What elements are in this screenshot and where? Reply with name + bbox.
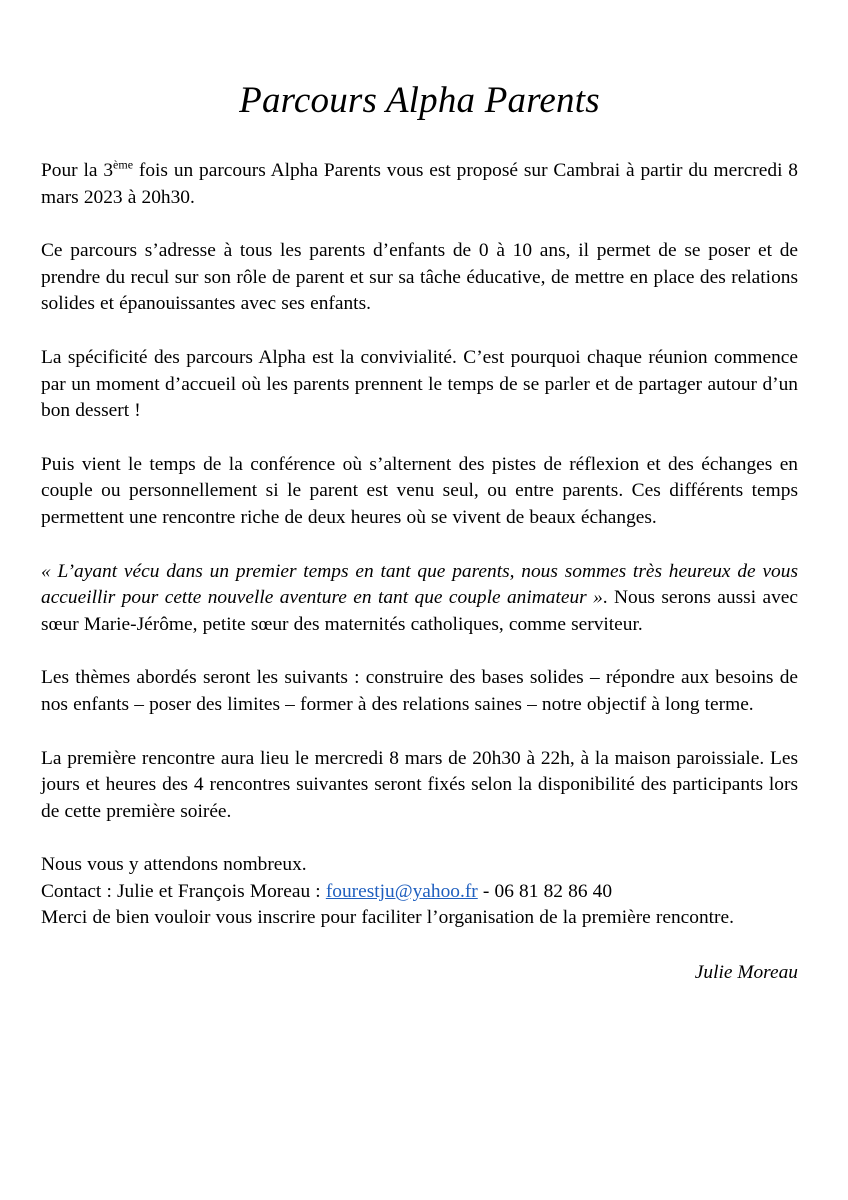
ordinal-superscript: ème bbox=[113, 157, 134, 172]
intro-text-start: Pour la 3 bbox=[41, 160, 114, 181]
themes-paragraph: Les thèmes abordés seront les suivants : construire des bases solides – répondre aux besoins de nos enfants – poser des limites – former à des relations saines – notre objectif à long terme. bbox=[41, 667, 798, 715]
signature: Julie Moreau bbox=[694, 962, 798, 984]
closing-paragraph bbox=[41, 852, 798, 932]
contact-line bbox=[41, 879, 798, 906]
testimony-rest: . Nous serons aussi avec sœur Marie-Jérôme, petite sœur des maternités catholiques, comme serviteur. bbox=[41, 587, 798, 635]
testimony-paragraph bbox=[41, 559, 798, 639]
contact-email-link[interactable]: fourestju@yahoo.fr bbox=[325, 880, 478, 902]
registration-request: Merci de bien vouloir vous inscrire pour faciliter l’organisation de la première rencontre. bbox=[41, 907, 734, 929]
intro-paragraph bbox=[41, 158, 798, 211]
closing-invitation: Nous vous y attendons nombreux. bbox=[41, 854, 307, 876]
testimony-quote: « L’ayant vécu dans un premier temps en tant que parents, nous sommes très heureux de vous accueillir pour cette nouvelle aventure en tant que couple animateur » bbox=[41, 560, 798, 609]
contact-phone: - 06 81 82 86 40 bbox=[477, 880, 613, 902]
audience-paragraph: Ce parcours s’adresse à tous les parents d’enfants de 0 à 10 ans, il permet de se poser et de prendre du recul sur son rôle de parent et sur sa tâche éducative, de mettre en place des relations solides et épanouissantes avec ses enfants. bbox=[41, 240, 798, 315]
conviviality-paragraph: La spécificité des parcours Alpha est la convivialité. C’est pourquoi chaque réunion commence par un moment d’accueil où les parents prennent le temps de se parler et de partager autour d’un bon dessert ! bbox=[41, 346, 798, 422]
intro-text-end: fois un parcours Alpha Parents vous est proposé sur Cambrai à partir du mercredi 8 mars 2023 à 20h30. bbox=[41, 160, 799, 208]
page-title: Parcours Alpha Parents bbox=[239, 80, 600, 121]
schedule-paragraph: La première rencontre aura lieu le mercredi 8 mars de 20h30 à 22h, à la maison paroissiale. Les jours et heures des 4 rencontres suivantes seront fixés selon la disponibilité des participants lors de cette première soirée. bbox=[41, 747, 798, 822]
conference-paragraph: Puis vient le temps de la conférence où s’alternent des pistes de réflexion et des échanges en couple ou personnellement si le parent est venu seul, ou entre parents. Ces différents temps permettent une rencontre riche de deux heures où se vivent de beaux échanges. bbox=[41, 453, 798, 528]
contact-prefix: Contact : Julie et François Moreau : bbox=[41, 880, 326, 902]
